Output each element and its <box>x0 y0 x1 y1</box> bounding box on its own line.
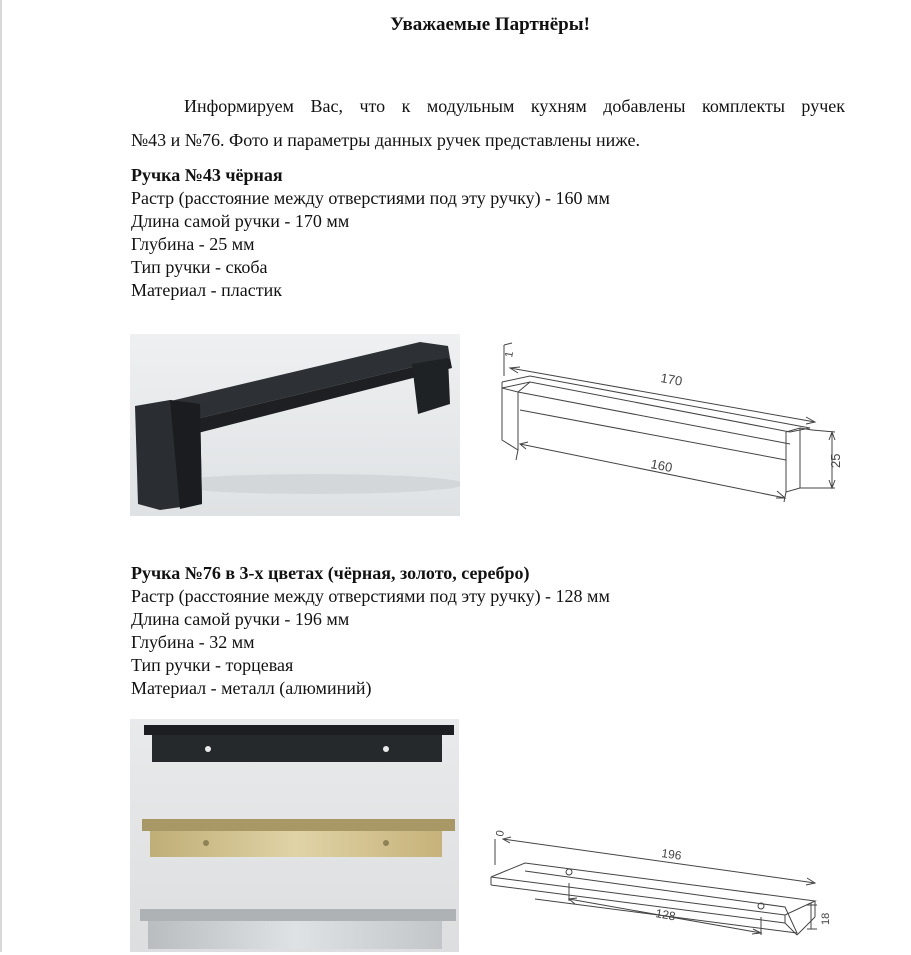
handle-76-material: Материал - металл (алюминий) <box>131 678 372 698</box>
handle-43-pitch: Растр (расстояние между отверстиями под эту ручку) - 160 мм <box>131 188 610 208</box>
page-title: Уважаемые Партнёры! <box>390 14 590 35</box>
handle-43-dim-pitch: 160 <box>649 456 674 476</box>
handle-43-dim-top: 1 <box>503 350 517 359</box>
handle-76-type: Тип ручки - торцевая <box>131 655 294 675</box>
handle-76-spec <box>131 562 610 700</box>
handle-76-photo <box>130 719 459 952</box>
handle-43-material: Материал - пластик <box>131 280 282 300</box>
handle-76-depth: Глубина - 32 мм <box>131 632 255 652</box>
handle-43-dim-length: 170 <box>659 370 684 389</box>
intro-paragraph-line2: №43 и №76. Фото и параметры данных ручек представлены ниже. <box>131 130 640 150</box>
handle-43-spec <box>131 164 610 302</box>
handle-43-depth: Глубина - 25 мм <box>131 234 255 254</box>
handle-43-type: Тип ручки - скоба <box>131 257 268 277</box>
handle-43-heading: Ручка №43 чёрная <box>131 165 283 185</box>
handle-76-dim-top: 0 <box>494 829 508 838</box>
handle-76-pitch: Растр (расстояние между отверстиями под эту ручку) - 128 мм <box>131 586 610 606</box>
handle-76-dim-length: 196 <box>660 846 683 863</box>
handle-43-photo <box>130 334 460 516</box>
handle-43-dim-depth: 25 <box>828 453 843 468</box>
handle-76-dim-pitch: 128 <box>654 906 677 924</box>
handle-43-length: Длина самой ручки - 170 мм <box>131 211 350 231</box>
handle-76-drawing <box>485 825 855 950</box>
intro-paragraph-line1: Информируем Вас, что к модульным кухням добавлены комплекты ручек <box>184 96 845 116</box>
handle-76-length: Длина самой ручки - 196 мм <box>131 609 350 629</box>
handle-76-dim-depth: 18 <box>820 912 832 925</box>
handle-76-heading: Ручка №76 в 3-х цветах (чёрная, золото, серебро) <box>131 563 530 583</box>
page-left-edge <box>0 0 2 952</box>
handle-43-drawing <box>490 340 850 515</box>
